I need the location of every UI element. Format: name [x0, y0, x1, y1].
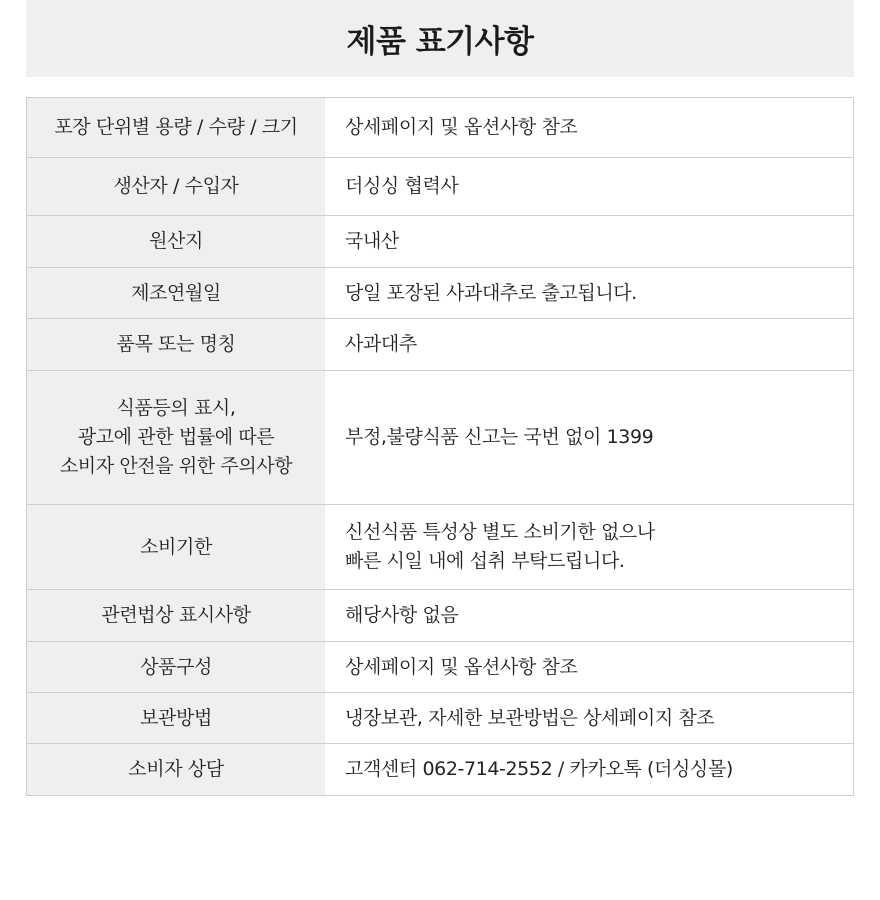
table-row — [27, 642, 854, 693]
row-value: 고객센터 062-714-2552 / 카카오톡 (더싱싱몰) — [325, 744, 854, 796]
row-value: 상세페이지 및 옵션사항 참조 — [325, 98, 854, 158]
table-row — [27, 216, 854, 268]
product-info-table — [26, 97, 854, 796]
row-value: 상세페이지 및 옵션사항 참조 — [325, 642, 854, 693]
row-value: 국내산 — [325, 216, 854, 268]
title-bar — [26, 0, 854, 77]
table-row — [27, 268, 854, 319]
row-label: 관련법상 표시사항 — [27, 590, 326, 642]
page-title: 제품 표기사항 — [346, 24, 534, 60]
row-label: 소비자 상담 — [27, 744, 326, 796]
table-row — [27, 371, 854, 505]
row-value: 부정,불량식품 신고는 국번 없이 1399 — [325, 371, 854, 505]
row-value: 신선식품 특성상 별도 소비기한 없으나 빠른 시일 내에 섭취 부탁드립니다. — [325, 505, 854, 590]
table-row — [27, 590, 854, 642]
row-label: 소비기한 — [27, 505, 326, 590]
table-row — [27, 158, 854, 216]
table-row — [27, 693, 854, 744]
row-label: 품목 또는 명칭 — [27, 319, 326, 371]
row-value: 당일 포장된 사과대추로 출고됩니다. — [325, 268, 854, 319]
row-label: 보관방법 — [27, 693, 326, 744]
row-label: 상품구성 — [27, 642, 326, 693]
table-row — [27, 744, 854, 796]
row-label: 생산자 / 수입자 — [27, 158, 326, 216]
row-value: 냉장보관, 자세한 보관방법은 상세페이지 참조 — [325, 693, 854, 744]
row-value: 더싱싱 협력사 — [325, 158, 854, 216]
row-label: 원산지 — [27, 216, 326, 268]
table-row — [27, 319, 854, 371]
table-row — [27, 505, 854, 590]
table-row — [27, 98, 854, 158]
row-label: 포장 단위별 용량 / 수량 / 크기 — [27, 98, 326, 158]
row-label: 식품등의 표시, 광고에 관한 법률에 따른 소비자 안전을 위한 주의사항 — [27, 371, 326, 505]
row-label: 제조연월일 — [27, 268, 326, 319]
row-value: 사과대추 — [325, 319, 854, 371]
row-value: 해당사항 없음 — [325, 590, 854, 642]
